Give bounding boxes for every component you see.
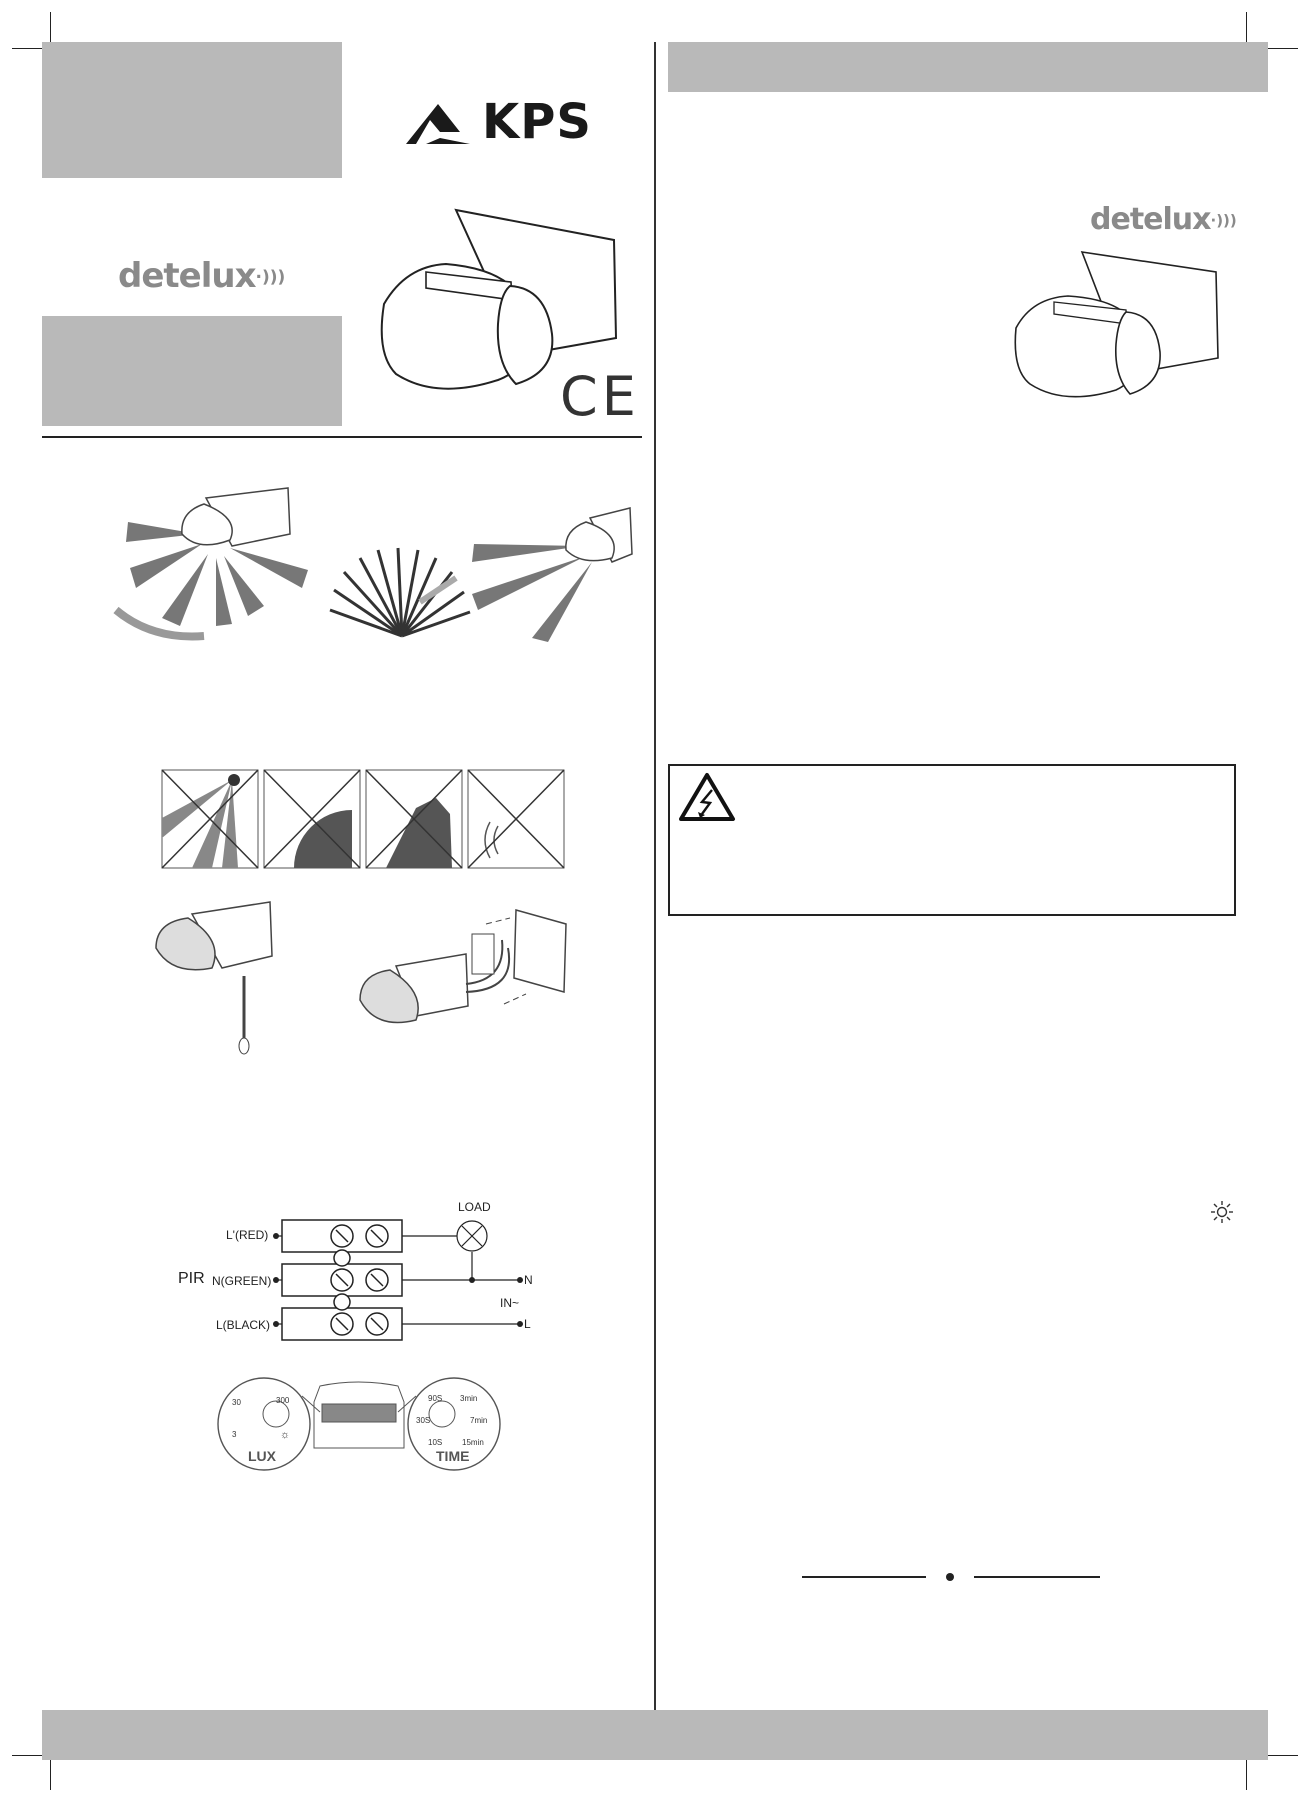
electrical-hazard-icon [678,772,736,822]
warning-panel-plants [366,770,462,868]
time-tick-30s: 30S [416,1416,431,1425]
crop-mark-br-h [1268,1755,1298,1756]
column-divider [654,42,656,1710]
time-tick-3min: 3min [460,1394,478,1403]
signature-rule-left [802,1576,926,1578]
lux-tick-300: 300 [276,1396,290,1405]
input-label: IN~ [500,1296,520,1310]
detelux-logo-left [118,256,285,296]
sun-icon [1210,1200,1234,1224]
terminal-label-n: N [524,1273,533,1287]
load-label: LOAD [458,1200,491,1214]
crop-mark-tr-h [1268,48,1298,49]
title-block-placeholder [42,42,342,178]
footer-band [42,1710,1268,1760]
signature-dot [946,1573,954,1581]
sensor-wall-box-figure [356,900,586,1050]
section-rule [42,436,642,438]
crop-mark-tl-h [12,48,42,49]
time-label: TIME [436,1448,470,1464]
pir-label: PIR [178,1270,205,1287]
warning-box [668,764,1236,916]
sensor-screwdriver-figure [152,896,302,1056]
control-dials-figure [218,1378,500,1474]
lux-tick-30: 30 [232,1398,241,1407]
time-tick-90s: 90S [428,1394,443,1403]
signal-waves-icon-right: ·))) [1210,211,1237,230]
detelux-wordmark: detelux [118,256,256,296]
detelux-wordmark-right: detelux [1090,202,1211,237]
terminal-label-l: L [524,1317,531,1331]
wire-label-l-out: L'(RED) [226,1228,269,1242]
installation-warnings-figure [162,768,582,872]
right-header-band [668,42,1268,92]
wire-label-l-in: L(BLACK) [216,1318,271,1332]
warning-panel-sunlight [162,770,258,868]
wiring-diagram [172,1200,552,1350]
ce-mark: CE [560,365,640,428]
wire-label-n: N(GREEN) [212,1274,272,1288]
lux-label: LUX [248,1448,276,1464]
signal-waves-icon: ·))) [255,267,286,288]
kps-logo [404,94,614,150]
lux-low-light-icon: ☼ [280,1429,291,1441]
crop-mark-bl-h [12,1755,42,1756]
time-tick-10s: 10S [428,1438,443,1447]
kps-logo-mark [404,98,474,148]
lux-tick-3: 3 [232,1430,237,1439]
time-tick-7min: 7min [470,1416,488,1425]
signature-rule-right [974,1576,1100,1578]
detelux-logo-right [1090,202,1237,237]
detection-range-figure [112,478,672,658]
time-tick-15min: 15min [462,1438,484,1447]
detection-zone-right [472,544,592,642]
warning-panel-vibration [468,770,564,868]
warning-panel-heat [264,770,360,868]
kps-logo-text: KPS [482,94,592,150]
sensor-product-illustration-right [1012,248,1228,408]
subtitle-block-placeholder [42,316,342,426]
fan-pattern-icon [330,548,470,636]
